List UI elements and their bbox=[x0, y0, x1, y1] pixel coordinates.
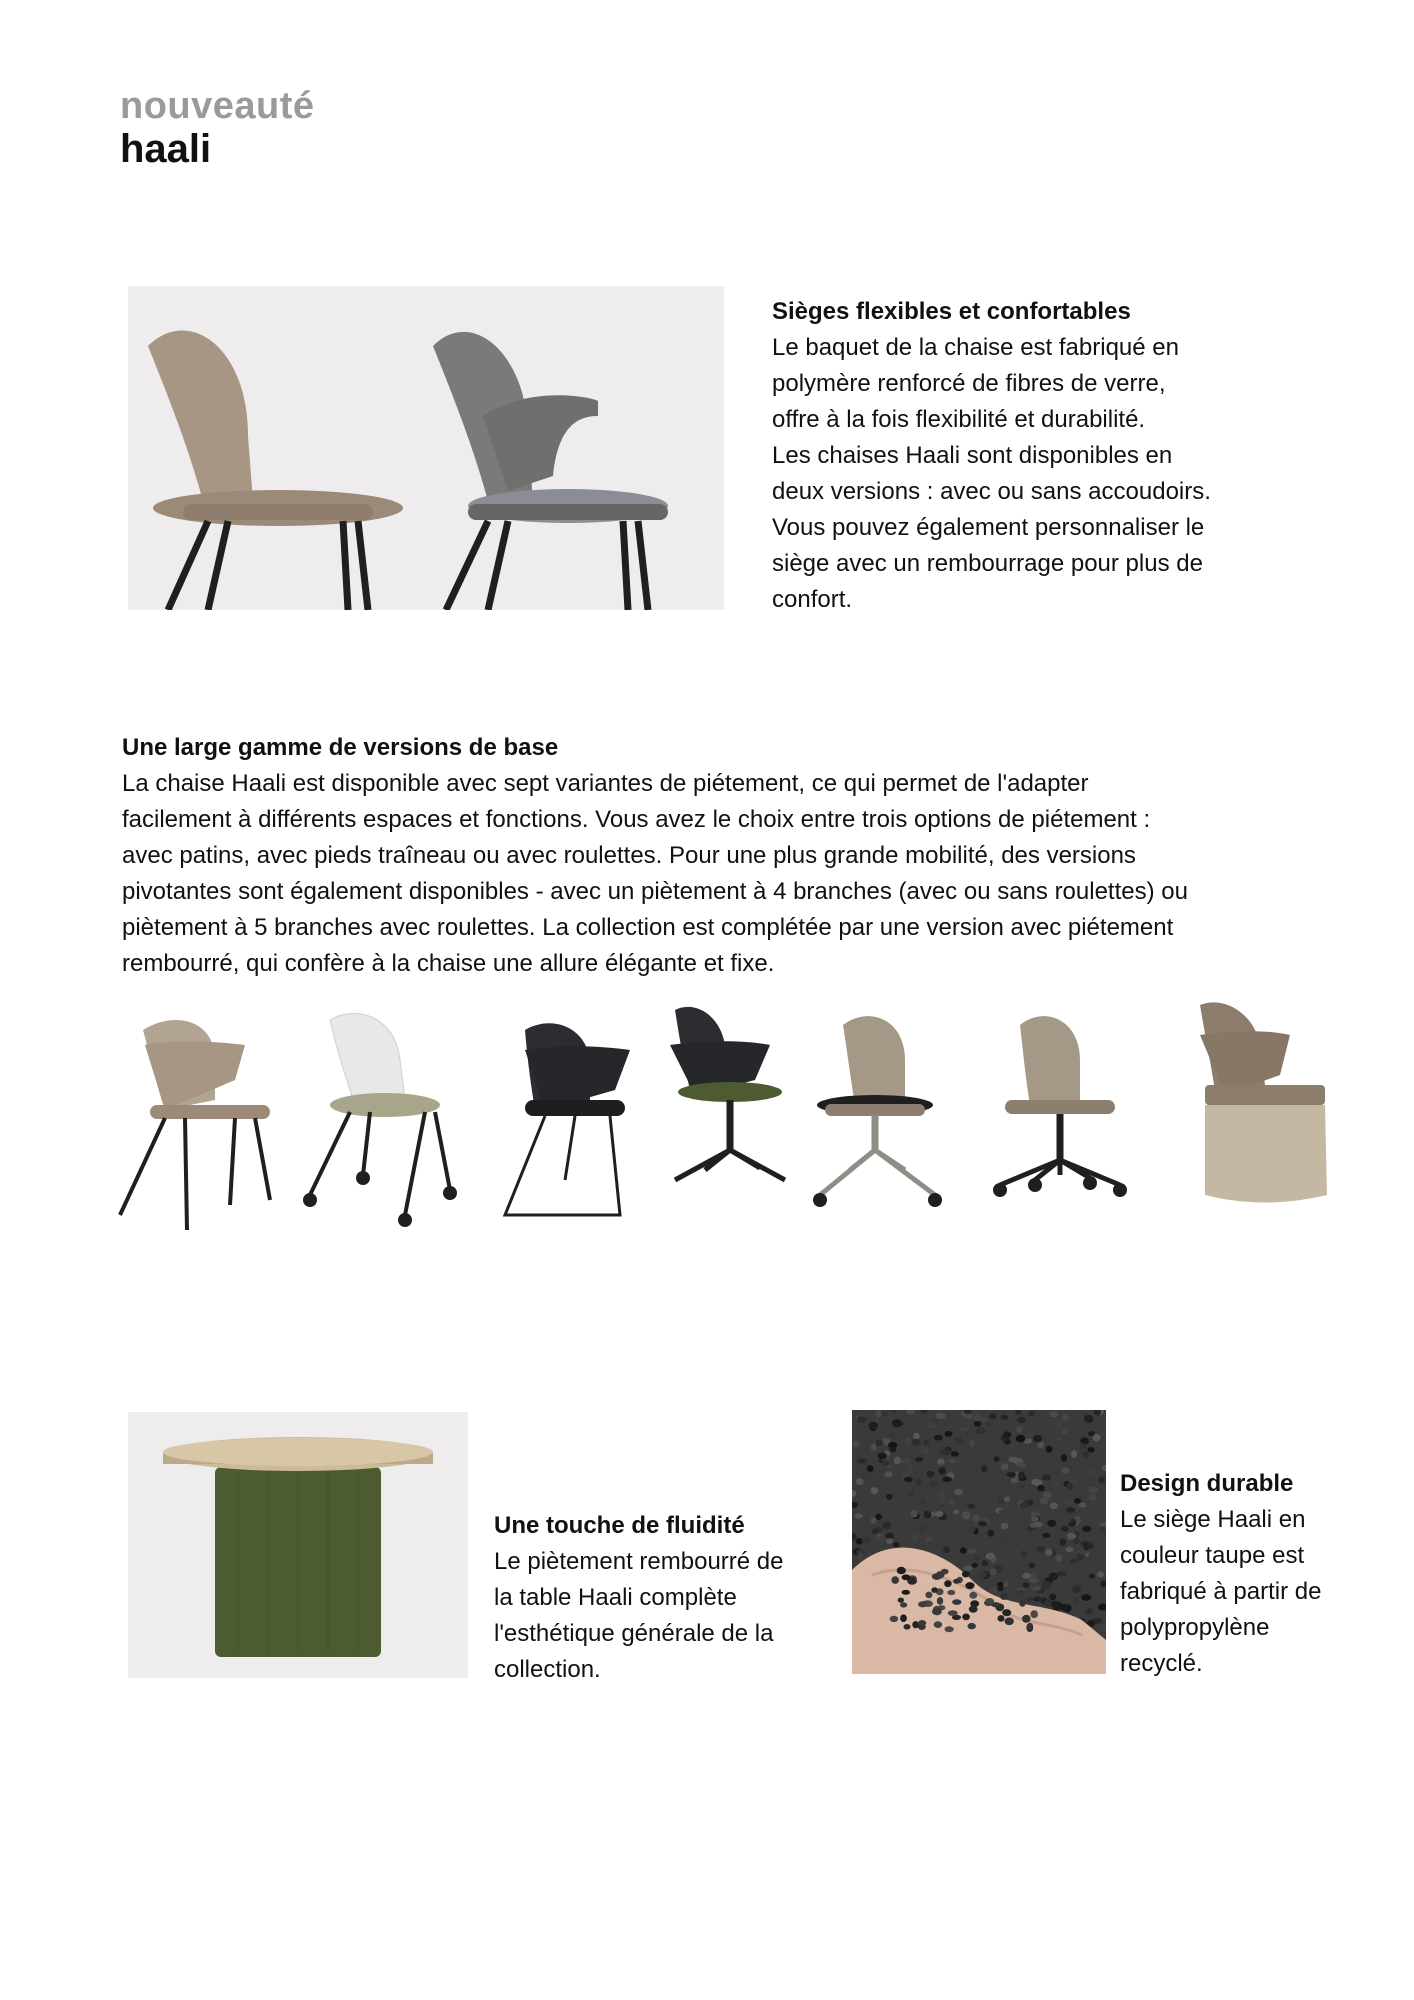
section-range-line: avec patins, avec pieds traîneau ou avec roulettes. Pour une plus grande mobilité, des versions bbox=[122, 842, 1136, 869]
section-flexible-line: confort. bbox=[772, 586, 853, 613]
section-range-line: piètement à 5 branches avec roulettes. La collection est complétée par une version avec piétement bbox=[122, 914, 1174, 941]
variant-upholstered-base-chair bbox=[1200, 1002, 1327, 1202]
section-flexible-line: Les chaises Haali sont disponibles en bbox=[772, 442, 1173, 469]
page-title: haali bbox=[120, 127, 212, 171]
section-range bbox=[122, 730, 1342, 982]
section-range-heading: Une large gamme de versions de base bbox=[122, 734, 559, 761]
recycled-pellets-image bbox=[852, 1410, 1106, 1674]
section-sustainable-line: Le siège Haali en bbox=[1120, 1506, 1306, 1533]
variant-swivel-castor-chair bbox=[813, 1016, 942, 1207]
section-flexible-line: Vous pouvez également personnaliser le bbox=[772, 514, 1205, 541]
section-flexible-line: Le baquet de la chaise est fabriqué en bbox=[772, 334, 1179, 361]
variant-five-star-chair bbox=[993, 1016, 1127, 1197]
section-sustainable-line: fabriqué à partir de bbox=[1120, 1578, 1322, 1605]
section-fluidity-heading: Une touche de fluidité bbox=[494, 1512, 745, 1539]
variant-castor-chair bbox=[303, 1013, 457, 1227]
section-fluidity-line: l'esthétique générale de la bbox=[494, 1620, 774, 1647]
section-fluidity-line: la table Haali complète bbox=[494, 1584, 737, 1611]
section-range-line: facilement à différents espaces et fonctions. Vous avez le choix entre trois options de piétement : bbox=[122, 806, 1151, 833]
section-flexible-line: siège avec un rembourrage pour plus de bbox=[772, 550, 1203, 577]
kicker: nouveauté bbox=[120, 85, 315, 127]
section-flexible-line: deux versions : avec ou sans accoudoirs. bbox=[772, 478, 1211, 505]
section-range-line: La chaise Haali est disponible avec sept variantes de piétement, ce qui permet de l'adapter bbox=[122, 770, 1089, 797]
hero-chairs-image bbox=[128, 286, 724, 610]
section-range-line: pivotantes sont également disponibles - avec un piètement à 4 branches (avec ou sans roulettes) ou bbox=[122, 878, 1188, 905]
section-range-line: rembourré, qui confère à la chaise une allure élégante et fixe. bbox=[122, 950, 775, 977]
variant-four-legs-chair bbox=[120, 1020, 270, 1230]
section-flexible bbox=[772, 294, 1332, 618]
table-image bbox=[128, 1412, 468, 1678]
variant-swivel-four-star-chair bbox=[670, 1007, 785, 1180]
section-flexible-heading: Sièges flexibles et confortables bbox=[772, 298, 1131, 325]
section-fluidity bbox=[494, 1508, 854, 1688]
section-sustainable-line: couleur taupe est bbox=[1120, 1542, 1305, 1569]
section-fluidity-line: collection. bbox=[494, 1656, 601, 1683]
section-sustainable bbox=[1120, 1466, 1400, 1682]
section-flexible-line: polymère renforcé de fibres de verre, bbox=[772, 370, 1166, 397]
section-sustainable-heading: Design durable bbox=[1120, 1470, 1294, 1497]
section-fluidity-line: Le piètement rembourré de bbox=[494, 1548, 784, 1575]
chair-variants-row bbox=[105, 1000, 1365, 1270]
section-flexible-line: offre à la fois flexibilité et durabilité. bbox=[772, 406, 1146, 433]
section-sustainable-line: polypropylène bbox=[1120, 1614, 1270, 1641]
section-sustainable-line: recyclé. bbox=[1120, 1650, 1203, 1677]
variant-sled-chair bbox=[505, 1023, 630, 1215]
